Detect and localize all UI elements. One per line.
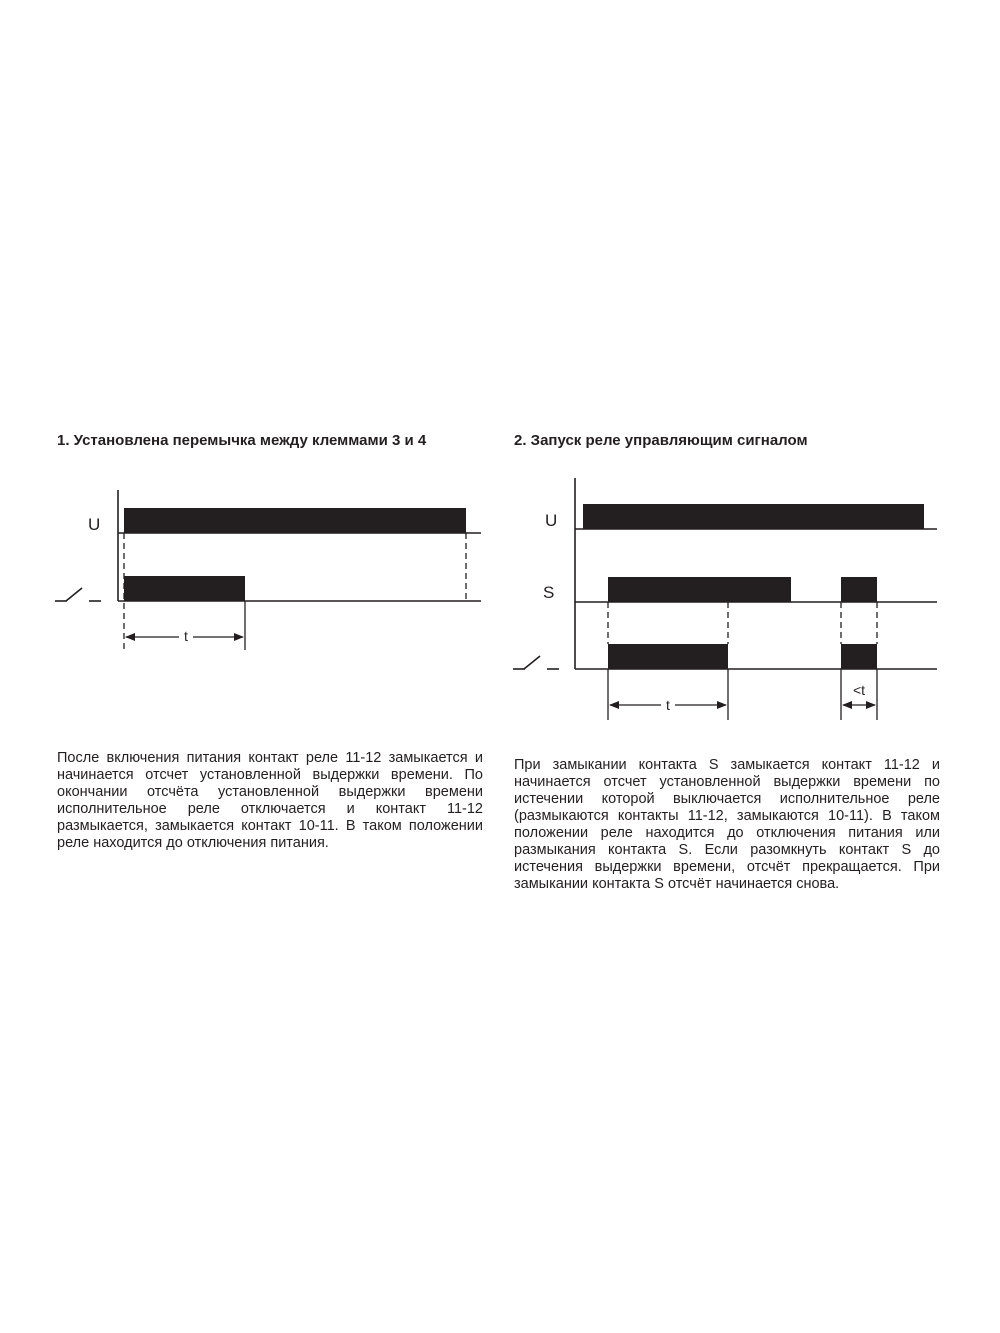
diagram1-interval-label: t (184, 628, 188, 644)
relay-contact-icon (55, 588, 101, 601)
section1-title: 1. Установлена перемычка между клеммами 3 и 4 (57, 432, 427, 449)
diagram2-interval-label: t (666, 697, 670, 713)
section2-title: 2. Запуск реле управляющим сигналом (514, 432, 808, 449)
diagram1-u-pulse (124, 508, 466, 533)
section2-description: При замыкании контакта S замыкается контакт 11-12 и начинается отсчет установленной выдержки времени по истечении которой выключается исполнительное реле (размыкаются контакты 11-12, замыкаются 10-11). В таком положении реле находится до отключения питания или размыкания контакта S. Если разомкнуть контакт S до истечения выдержки времени, отсчёт прекращается. При замыкании контакта S отсчёт начинается снова. (514, 757, 940, 892)
diagram2-short-interval-label: <t (852, 682, 866, 698)
diagram2-contact-pulse-2 (841, 644, 877, 669)
diagram2-contact-pulse-1 (608, 644, 728, 669)
diagram1 (55, 490, 481, 650)
diagram2-s-label: S (543, 583, 555, 602)
diagram1-contact-pulse (124, 576, 245, 601)
diagram2-u-pulse (583, 504, 924, 529)
diagram2-s-pulse-1 (608, 577, 791, 602)
diagram1-u-label: U (88, 515, 101, 534)
diagram2-u-label: U (545, 511, 558, 530)
diagram2-s-pulse-2 (841, 577, 877, 602)
diagram2 (513, 478, 937, 720)
relay-contact-icon (513, 656, 559, 669)
section1-description: После включения питания контакт реле 11-12 замыкается и начинается отсчет установленной выдержки времени. По окончании отсчёта установленной выдержки времени исполнительное реле отключается и контакт 11-12 размыкается, замыкается контакт 10-11. В таком положении реле находится до отключения питания. (57, 750, 483, 851)
